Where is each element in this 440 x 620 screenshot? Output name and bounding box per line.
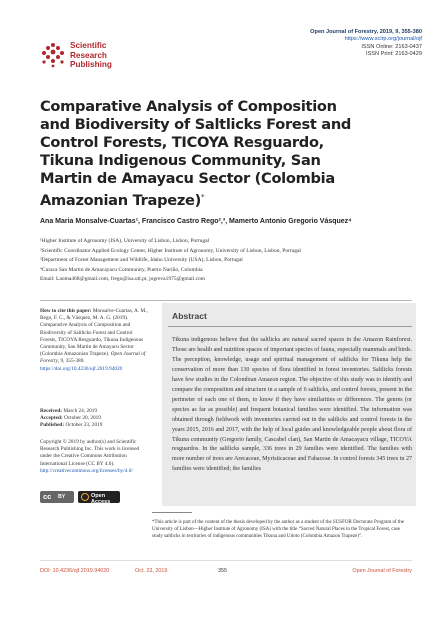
open-access-icon bbox=[81, 493, 89, 501]
article-title: Comparative Analysis of Composition and Biodiversity of Saltlicks Forest and Control Forests, TICOYA Resguardo, Tikuna Indigenous Community, San Martin de Amayacu Sector (Colombia Amazonian Trapeze)* bbox=[40, 98, 352, 210]
open-access-badge[interactable]: Open Access bbox=[78, 491, 120, 503]
cc-by-badge[interactable] bbox=[40, 491, 74, 503]
footer-doi: DOI: 10.4236/ojf.2019.94020 bbox=[40, 568, 110, 574]
author-emails: Email: Laoma468@gmail.com, frego@isa.utl.pt, jogreva1975@gmail.com bbox=[40, 276, 206, 283]
publisher-mark-icon bbox=[40, 42, 66, 68]
abstract-text: Tikuna indigenous believe that the saltlicks are natural sacred spaces in the Amazon Rainforest. Those are health and nutrition spaces of important species of fauna, especially mammals and birds. The perception, knowledge, usage and spiritual management of saltlicks for Tikuna help the conservation of more than 130 species of flora identified in forest inventories. Saltlicks forests have few studies in the Colombian Amazon region. The objective of this study was to identify and compare the composition and structure in a sample of 6 saltlicks, and control forests, present in the perimeter of each one of them, to know if they have similarities or differences. The genres (or species as far as possible) and frequent botanical families were identified. The information was obtained through fieldwork with inventories carried out in the saltlicks and control forests in the years 2015, 2016 and 2017, with the help of local guides and knowledgeable people about flora of Tikuna community (Gregorio family, Cascabel clan), San Martin de Amacayacu village, TICOYA resguardos. In the saltlicks sample, 336 trees in 29 families were identified. The families with more number of trees are Arecaceae, Myristicaceae and Fabaceae. In control forests 345 trees in 27 families were identified; the families bbox=[172, 337, 412, 473]
section-divider bbox=[40, 300, 412, 301]
footer-divider bbox=[40, 560, 412, 561]
received-date: March 24, 2019 bbox=[63, 408, 98, 414]
how-to-cite-label: How to cite this paper: bbox=[40, 308, 92, 314]
license-link[interactable]: http://creativecommons.org/licenses/by/4.0/ bbox=[40, 467, 133, 474]
journal-meta bbox=[202, 29, 422, 58]
footer-journal: Open Journal of Forestry bbox=[352, 568, 412, 574]
issn-online: ISSN Online: 2163-0437 bbox=[361, 43, 422, 50]
footnote: *This article is part of the content of the thesis developed by the author as a student of the SUSFOR Doctorate Program of the University of Lisbon—Higher Institute of Agronomy (ISA) with the title “Sacred Natural Places in the Tropical Forest, case study saltlicks in territories of indigenous communities Tikuna and Uitoto (Colombia Amazon Trapeze)”. bbox=[152, 520, 405, 540]
copyright-notice: Copyright © 2019 by author(s) and Scientific Research Publishing Inc. This work is licensed under the Creative Commons Attribution International License (CC BY 4.0). http://creativecommons.org/licenses/by/4.0/ bbox=[40, 439, 150, 475]
journal-citation: Open Journal of Forestry, 2019, 9, 355-380 bbox=[310, 29, 422, 35]
author-list: Ana Maria Monsalve-Cuartas¹, Francisco Castro Rego²,³, Mamerto Antonio Gregorio Vásquez⁴ bbox=[40, 218, 352, 225]
journal-url-link[interactable]: https://www.scirp.org/journal/ojf bbox=[344, 36, 422, 43]
page-number: 355 bbox=[218, 568, 227, 574]
publisher-name: Scientific Research Publishing bbox=[70, 41, 112, 69]
cc-icon: cc bbox=[43, 492, 52, 501]
affiliation-item: ⁴Curaca San Martin de Amacayacu Community, Puerto Nariño, Colombia bbox=[40, 266, 203, 273]
how-to-cite bbox=[40, 308, 150, 373]
abstract-divider bbox=[168, 326, 412, 327]
affiliation-item: ³Department of Forest Management and Wildlife, Idaho University (USA), Lisbon, Portugal bbox=[40, 257, 243, 264]
issn-print: ISSN Print: 2163-0429 bbox=[366, 50, 422, 57]
affiliation-item: ²Scientific Coordinator Applied Ecology Center, Higher Institute of Agronomy, University of Lisbon, Lisbon, Portugal bbox=[40, 247, 301, 254]
abstract-heading: Abstract bbox=[172, 311, 207, 321]
affiliation-item: ¹Higher Institute of Agronomy (ISA), University of Lisbon, Lisbon, Portugal bbox=[40, 238, 210, 244]
published-date: October 23, 2019 bbox=[65, 422, 103, 429]
citation-journal: Open Journal of Forestry, 9, bbox=[40, 351, 146, 365]
citation-pages: 355-380. bbox=[65, 358, 85, 365]
how-to-cite-text: Monsalve-Cuartas, A. M., Rego, F. C., & Vásquez, M. A. G. (2019). Comparative Analysis of Composition and Biodiversity of Saltlicks Forest and Control Forests, TICOYA Resguardo, Tikuna Indigenous Community, San Martin de Amayacu Sector (Colombia Amazonian Trapeze). bbox=[40, 308, 148, 358]
footnote-divider bbox=[152, 512, 192, 513]
accepted-date: October 20, 2019 bbox=[63, 415, 101, 422]
footer-date: Oct. 23, 2019 bbox=[135, 568, 168, 574]
citation-doi-link[interactable]: https://doi.org/10.4236/ojf.2019.94020 bbox=[40, 365, 123, 372]
publisher-logo[interactable] bbox=[40, 40, 150, 80]
article-dates: Received: March 24, 2019 Accepted: October 20, 2019 Published: October 23, 2019 bbox=[40, 408, 103, 429]
by-icon: BY bbox=[58, 494, 66, 500]
affiliations bbox=[40, 237, 412, 285]
